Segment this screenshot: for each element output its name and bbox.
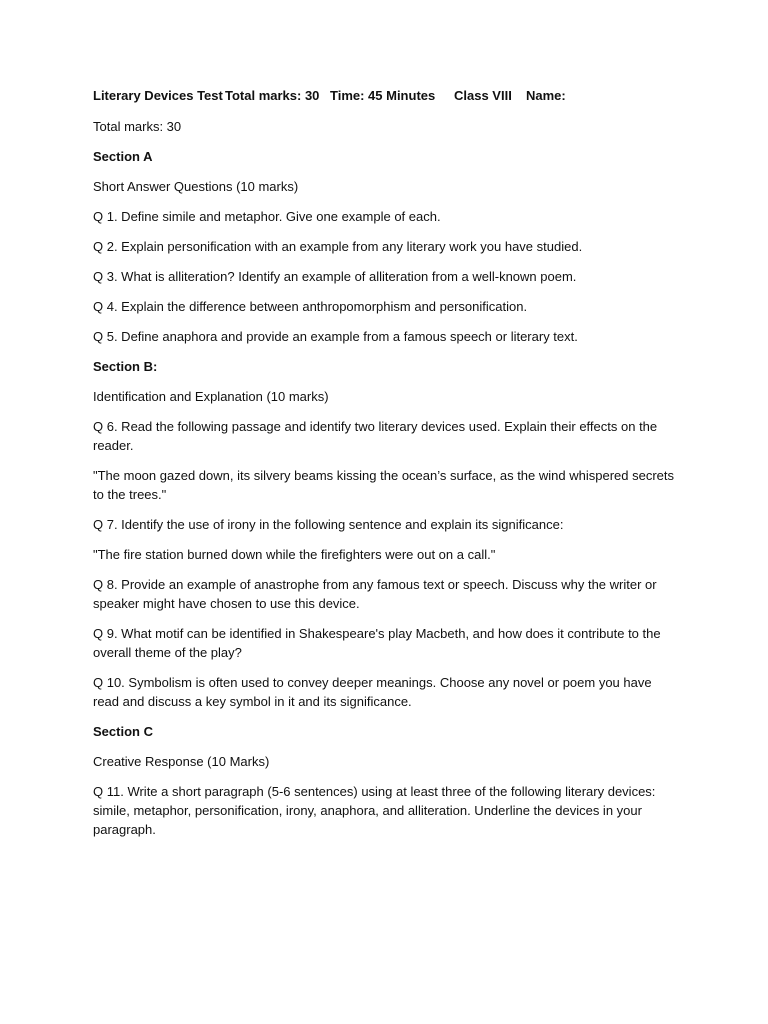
total-marks-line: Total marks: 30 (93, 119, 182, 134)
section-a-heading: Section A (93, 149, 153, 164)
question-4: Q 4. Explain the difference between anthropomorphism and personification. (93, 299, 528, 314)
section-b-subheading: Identification and Explanation (10 marks) (93, 389, 329, 404)
question-6-quote: "The moon gazed down, its silvery beams kissing the ocean’s surface, as the wind whispered secrets to the trees." (93, 468, 674, 502)
section-c-heading: Section C (93, 724, 153, 739)
test-header (93, 86, 678, 106)
section-a-subheading: Short Answer Questions (10 marks) (93, 179, 299, 194)
header-name: Name: (526, 88, 566, 103)
question-10: Q 10. Symbolism is often used to convey deeper meanings. Choose any novel or poem you have read and discuss a key symbol in it and its significance. (93, 675, 652, 709)
question-1: Q 1. Define simile and metaphor. Give one example of each. (93, 209, 441, 224)
header-total-marks: Total marks: 30 (225, 88, 320, 103)
test-title: Literary Devices Test (93, 88, 223, 103)
question-6: Q 6. Read the following passage and identify two literary devices used. Explain their effects on the reader. (93, 419, 658, 453)
question-11: Q 11. Write a short paragraph (5-6 sentences) using at least three of the following literary devices: simile, metaphor, personification, irony, anaphora, and alliteration. Underline the devices in your paragraph. (93, 784, 656, 837)
header-class: Class VIII (454, 88, 512, 103)
document-page (93, 86, 678, 850)
section-b-heading: Section B: (93, 359, 158, 374)
question-3: Q 3. What is alliteration? Identify an example of alliteration from a well-known poem. (93, 269, 577, 284)
question-9: Q 9. What motif can be identified in Shakespeare's play Macbeth, and how does it contribute to the overall theme of the play? (93, 626, 661, 660)
section-c-subheading: Creative Response (10 Marks) (93, 754, 270, 769)
question-5: Q 5. Define anaphora and provide an example from a famous speech or literary text. (93, 329, 578, 344)
header-time: Time: 45 Minutes (330, 88, 436, 103)
question-7-quote: "The fire station burned down while the firefighters were out on a call." (93, 547, 496, 562)
question-7: Q 7. Identify the use of irony in the following sentence and explain its significance: (93, 517, 564, 532)
question-8: Q 8. Provide an example of anastrophe from any famous text or speech. Discuss why the writer or speaker might have chosen to use this device. (93, 577, 657, 611)
question-2: Q 2. Explain personification with an example from any literary work you have studied. (93, 239, 583, 254)
